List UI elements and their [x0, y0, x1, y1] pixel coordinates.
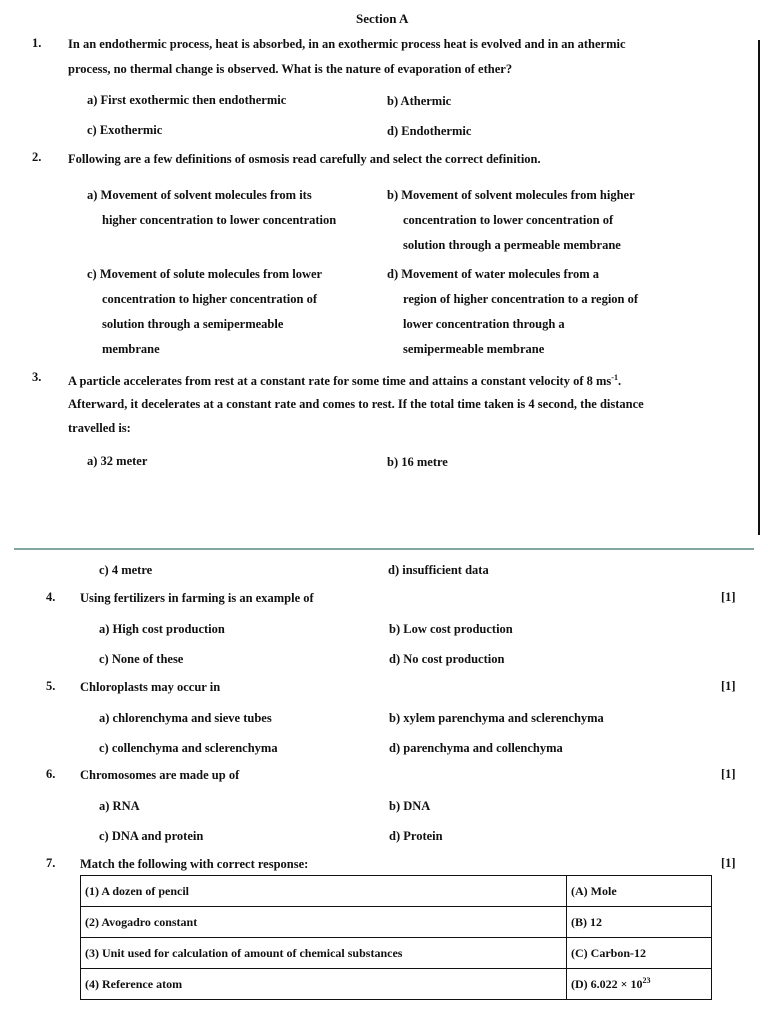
question-3-option-d[interactable]: d) insufficient data — [388, 563, 489, 577]
question-5-option-b[interactable]: b) xylem parenchyma and sclerenchyma — [389, 711, 604, 725]
text-run: A particle accelerates from rest at a constant rate for some time and attains a constant velocity of 8 ms — [68, 374, 612, 389]
question-6-option-c[interactable]: c) DNA and protein — [99, 829, 204, 843]
option-line: concentration to higher concentration of — [102, 292, 318, 306]
question-4-text: Using fertilizers in farming is an example of — [80, 591, 314, 605]
question-3-option-a[interactable]: a) 32 meter — [87, 454, 148, 468]
question-4-marks: [1] — [721, 590, 736, 604]
option-line: membrane — [102, 342, 160, 356]
question-2-text: Following are a few definitions of osmosis read carefully and select the correct definition. — [68, 152, 541, 166]
superscript: -1 — [611, 373, 618, 382]
superscript: 23 — [642, 976, 651, 985]
question-1-text-line2: process, no thermal change is observed. What is the nature of evaporation of ether? — [68, 62, 513, 76]
option-line: solution through a semipermeable — [102, 317, 284, 331]
question-5-option-c[interactable]: c) collenchyma and sclerenchyma — [99, 741, 278, 755]
text-run: (D) 6.022 × 10 — [571, 977, 643, 991]
question-6-text: Chromosomes are made up of — [80, 768, 240, 782]
option-line: solution through a permeable membrane — [403, 238, 621, 252]
question-5-text: Chloroplasts may occur in — [80, 680, 221, 694]
question-number-5: 5. — [46, 679, 56, 693]
section-title: Section A — [356, 11, 409, 26]
question-6-option-d[interactable]: d) Protein — [389, 829, 443, 843]
question-1-option-d[interactable]: d) Endothermic — [387, 124, 472, 138]
question-1-option-a[interactable]: a) First exothermic then endothermic — [87, 93, 287, 107]
match-right-cell: (A) Mole — [567, 876, 712, 907]
question-2-option-b[interactable] — [387, 183, 635, 258]
match-left-cell: (3) Unit used for calculation of amount of chemical substances — [81, 938, 567, 969]
question-number-4: 4. — [46, 590, 56, 604]
question-5-marks: [1] — [721, 679, 736, 693]
option-line: b) Movement of solvent molecules from higher — [387, 188, 635, 202]
table-row — [81, 907, 712, 938]
option-line: concentration to lower concentration of — [403, 213, 614, 227]
question-7-marks: [1] — [721, 856, 736, 870]
match-left-cell: (4) Reference atom — [81, 969, 567, 1000]
text-run: . — [617, 374, 622, 389]
question-4-option-c[interactable]: c) None of these — [99, 652, 184, 666]
question-2-option-a[interactable] — [87, 183, 336, 233]
question-3-text-line2: Afterward, it decelerates at a constant rate and comes to rest. If the total time taken is 4 second, the distance — [68, 397, 644, 411]
question-2-option-d[interactable] — [387, 262, 638, 362]
option-line: region of higher concentration to a region of — [403, 292, 639, 306]
option-line: a) Movement of solvent molecules from its — [87, 188, 312, 202]
question-3-text-line1 — [68, 370, 621, 389]
match-left-cell: (1) A dozen of pencil — [81, 876, 567, 907]
table-row — [81, 938, 712, 969]
option-line: semipermeable membrane — [403, 342, 545, 356]
table-row — [81, 969, 712, 1000]
question-1-option-c[interactable]: c) Exothermic — [87, 123, 163, 137]
question-2-option-c[interactable] — [87, 262, 322, 362]
question-number-3: 3. — [32, 370, 42, 384]
question-5-option-a[interactable]: a) chlorenchyma and sieve tubes — [99, 711, 272, 725]
match-table — [80, 875, 712, 1000]
question-3-option-c[interactable]: c) 4 metre — [99, 563, 153, 577]
question-3-option-b[interactable]: b) 16 metre — [387, 455, 448, 469]
question-6-marks: [1] — [721, 767, 736, 781]
match-left-cell: (2) Avogadro constant — [81, 907, 567, 938]
match-right-cell: (B) 12 — [567, 907, 712, 938]
option-line: higher concentration to lower concentration — [102, 213, 337, 227]
question-5-option-d[interactable]: d) parenchyma and collenchyma — [389, 741, 563, 755]
table-row — [81, 876, 712, 907]
question-4-option-b[interactable]: b) Low cost production — [389, 622, 513, 636]
question-1-text-line1: In an endothermic process, heat is absorbed, in an exothermic process heat is evolved and in an athermic — [68, 37, 626, 51]
page-edge-divider — [758, 40, 760, 535]
question-4-option-a[interactable]: a) High cost production — [99, 622, 225, 636]
question-number-2: 2. — [32, 150, 42, 164]
question-6-option-a[interactable]: a) RNA — [99, 799, 140, 813]
question-number-7: 7. — [46, 856, 56, 870]
question-7-text: Match the following with correct response: — [80, 857, 309, 871]
option-line: c) Movement of solute molecules from lower — [87, 267, 323, 281]
question-6-option-b[interactable]: b) DNA — [389, 799, 431, 813]
option-line: lower concentration through a — [403, 317, 565, 331]
match-right-cell — [567, 969, 712, 1000]
question-4-option-d[interactable]: d) No cost production — [389, 652, 505, 666]
question-number-6: 6. — [46, 767, 56, 781]
question-number-1: 1. — [32, 36, 42, 50]
question-1-option-b[interactable]: b) Athermic — [387, 94, 452, 108]
option-line: d) Movement of water molecules from a — [387, 267, 599, 281]
page-separator — [14, 548, 754, 550]
question-3-text-line3: travelled is: — [68, 421, 131, 435]
match-right-cell: (C) Carbon-12 — [567, 938, 712, 969]
